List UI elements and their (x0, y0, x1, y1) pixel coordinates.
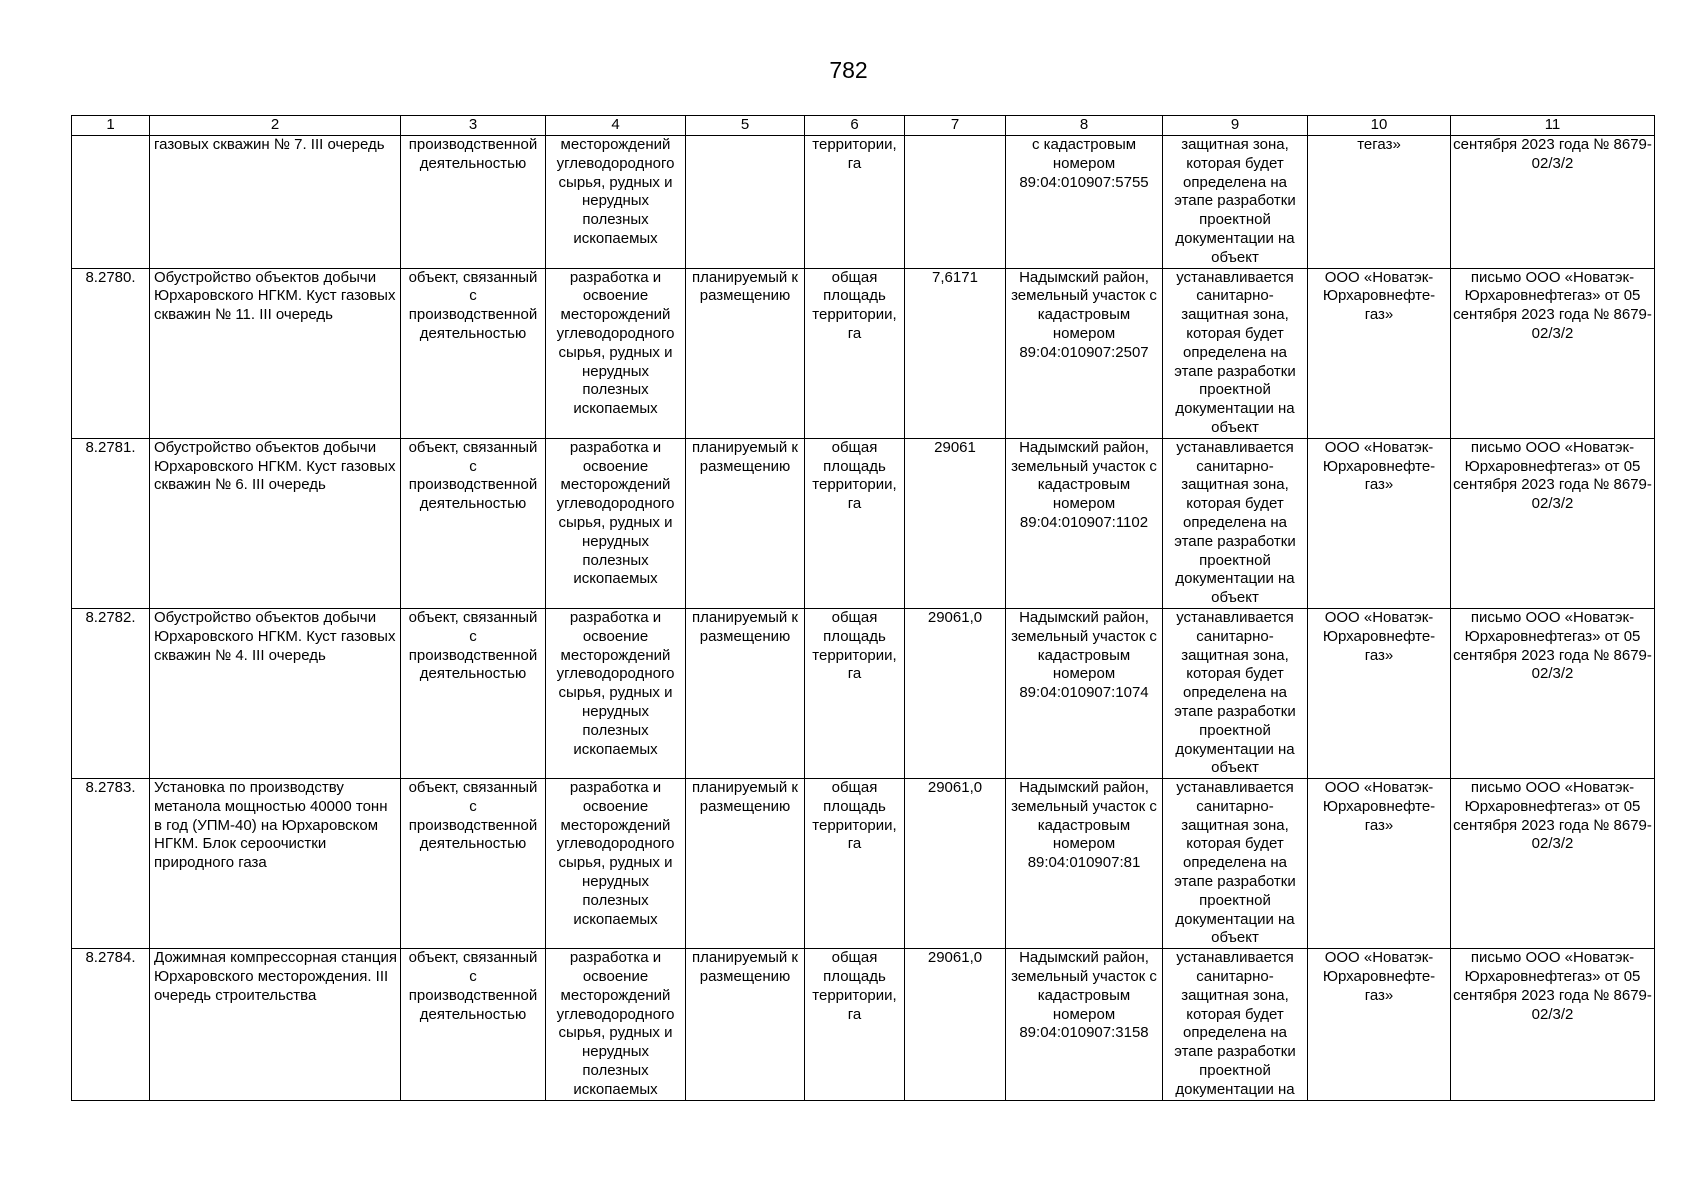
row-number-cell: 8.2780. (72, 268, 150, 438)
zone-cell: устанавливается санитарно-защитная зона, которая будет определена на этапе разработки проектной документации на объект (1163, 268, 1308, 438)
purpose-cell: разработка и освоение месторождений углеводородного сырья, рудных и нерудных полезных ископаемых (546, 438, 686, 608)
source-cell: письмо ООО «Новатэк-Юрхаровнефтегаз» от 05 сентября 2023 года № 8679-02/3/2 (1451, 268, 1655, 438)
organization-cell: ООО «Новатэк-Юрхаровнефте-газ» (1308, 438, 1451, 608)
value-cell: 29061,0 (905, 949, 1006, 1100)
status-cell: планируемый к размещению (686, 779, 805, 949)
row-number-cell (72, 136, 150, 269)
status-cell: планируемый к размещению (686, 438, 805, 608)
column-header: 3 (401, 116, 546, 136)
table-row (72, 779, 1655, 949)
table-row (72, 949, 1655, 1100)
row-number-cell: 8.2781. (72, 438, 150, 608)
location-cell: Надымский район, земельный участок с кадастровым номером 89:04:010907:81 (1006, 779, 1163, 949)
column-header: 11 (1451, 116, 1655, 136)
characteristic-cell: общая площадь территории, га (805, 438, 905, 608)
column-header: 8 (1006, 116, 1163, 136)
value-cell: 29061,0 (905, 608, 1006, 778)
characteristic-cell: общая площадь территории, га (805, 779, 905, 949)
table-row (72, 438, 1655, 608)
status-cell: планируемый к размещению (686, 608, 805, 778)
column-header: 1 (72, 116, 150, 136)
object-name-cell: газовых скважин № 7. III очередь (150, 136, 401, 269)
location-cell: Надымский район, земельный участок с кадастровым номером 89:04:010907:1074 (1006, 608, 1163, 778)
zone-cell: устанавливается санитарно-защитная зона, которая будет определена на этапе разработки проектной документации на (1163, 949, 1308, 1100)
column-header: 5 (686, 116, 805, 136)
purpose-cell: разработка и освоение месторождений углеводородного сырья, рудных и нерудных полезных ископаемых (546, 779, 686, 949)
object-name-cell: Обустройство объектов добычи Юрхаровского НГКМ. Куст газовых скважин № 6. III очередь (150, 438, 401, 608)
characteristic-cell: общая площадь территории, га (805, 608, 905, 778)
row-number-cell: 8.2783. (72, 779, 150, 949)
characteristic-cell: территории, га (805, 136, 905, 269)
value-cell: 7,6171 (905, 268, 1006, 438)
organization-cell: ООО «Новатэк-Юрхаровнефте-газ» (1308, 608, 1451, 778)
column-number-row (72, 116, 1655, 136)
column-header: 4 (546, 116, 686, 136)
organization-cell: ООО «Новатэк-Юрхаровнефте-газ» (1308, 779, 1451, 949)
column-header: 2 (150, 116, 401, 136)
value-cell (905, 136, 1006, 269)
zone-cell: устанавливается санитарно-защитная зона, которая будет определена на этапе разработки проектной документации на объект (1163, 779, 1308, 949)
object-type-cell: производственной деятельностью (401, 136, 546, 269)
status-cell (686, 136, 805, 269)
characteristic-cell: общая площадь территории, га (805, 949, 905, 1100)
page-number: 782 (829, 57, 868, 83)
object-type-cell: объект, связанный с производственной деятельностью (401, 779, 546, 949)
table-row (72, 268, 1655, 438)
purpose-cell: разработка и освоение месторождений углеводородного сырья, рудных и нерудных полезных ископаемых (546, 268, 686, 438)
purpose-cell: разработка и освоение месторождений углеводородного сырья, рудных и нерудных полезных ископаемых (546, 949, 686, 1100)
value-cell: 29061 (905, 438, 1006, 608)
zone-cell: защитная зона, которая будет определена на этапе разработки проектной документации на объект (1163, 136, 1308, 269)
value-cell: 29061,0 (905, 779, 1006, 949)
object-type-cell: объект, связанный с производственной деятельностью (401, 438, 546, 608)
status-cell: планируемый к размещению (686, 268, 805, 438)
status-cell: планируемый к размещению (686, 949, 805, 1100)
location-cell: с кадастровым номером 89:04:010907:5755 (1006, 136, 1163, 269)
object-type-cell: объект, связанный с производственной деятельностью (401, 608, 546, 778)
source-cell: сентября 2023 года № 8679-02/3/2 (1451, 136, 1655, 269)
row-number-cell: 8.2784. (72, 949, 150, 1100)
object-name-cell: Установка по производству метанола мощностью 40000 тонн в год (УПМ-40) на Юрхаровском НГКМ. Блок сероочистки природного газа (150, 779, 401, 949)
purpose-cell: месторождений углеводородного сырья, рудных и нерудных полезных ископаемых (546, 136, 686, 269)
registry-table (71, 115, 1655, 1101)
source-cell: письмо ООО «Новатэк-Юрхаровнефтегаз» от 05 сентября 2023 года № 8679-02/3/2 (1451, 608, 1655, 778)
column-header: 10 (1308, 116, 1451, 136)
object-name-cell: Обустройство объектов добычи Юрхаровского НГКМ. Куст газовых скважин № 4. III очередь (150, 608, 401, 778)
zone-cell: устанавливается санитарно-защитная зона, которая будет определена на этапе разработки проектной документации на объект (1163, 438, 1308, 608)
source-cell: письмо ООО «Новатэк-Юрхаровнефтегаз» от 05 сентября 2023 года № 8679-02/3/2 (1451, 949, 1655, 1100)
organization-cell: ООО «Новатэк-Юрхаровнефте-газ» (1308, 949, 1451, 1100)
table-row (72, 608, 1655, 778)
organization-cell: тегаз» (1308, 136, 1451, 269)
object-name-cell: Обустройство объектов добычи Юрхаровского НГКМ. Куст газовых скважин № 11. III очередь (150, 268, 401, 438)
source-cell: письмо ООО «Новатэк-Юрхаровнефтегаз» от 05 сентября 2023 года № 8679-02/3/2 (1451, 779, 1655, 949)
location-cell: Надымский район, земельный участок с кадастровым номером 89:04:010907:3158 (1006, 949, 1163, 1100)
zone-cell: устанавливается санитарно-защитная зона, которая будет определена на этапе разработки проектной документации на объект (1163, 608, 1308, 778)
column-header: 9 (1163, 116, 1308, 136)
table-row (72, 136, 1655, 269)
row-number-cell: 8.2782. (72, 608, 150, 778)
location-cell: Надымский район, земельный участок с кадастровым номером 89:04:010907:1102 (1006, 438, 1163, 608)
organization-cell: ООО «Новатэк-Юрхаровнефте-газ» (1308, 268, 1451, 438)
location-cell: Надымский район, земельный участок с кадастровым номером 89:04:010907:2507 (1006, 268, 1163, 438)
object-type-cell: объект, связанный с производственной деятельностью (401, 949, 546, 1100)
column-header: 6 (805, 116, 905, 136)
purpose-cell: разработка и освоение месторождений углеводородного сырья, рудных и нерудных полезных ископаемых (546, 608, 686, 778)
object-name-cell: Дожимная компрессорная станция Юрхаровского месторождения. III очередь строительства (150, 949, 401, 1100)
source-cell: письмо ООО «Новатэк-Юрхаровнефтегаз» от 05 сентября 2023 года № 8679-02/3/2 (1451, 438, 1655, 608)
characteristic-cell: общая площадь территории, га (805, 268, 905, 438)
object-type-cell: объект, связанный с производственной деятельностью (401, 268, 546, 438)
column-header: 7 (905, 116, 1006, 136)
